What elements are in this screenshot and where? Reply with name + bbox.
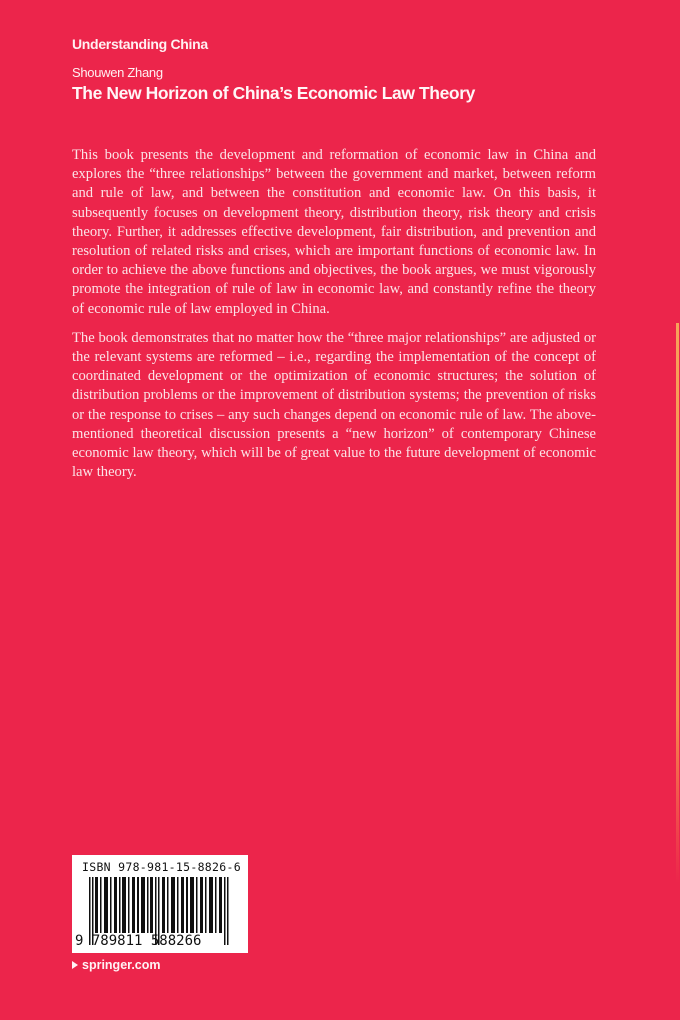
series-name: Understanding China (72, 36, 208, 52)
book-title: The New Horizon of China’s Economic Law Theory (72, 83, 475, 103)
barcode-box (72, 855, 248, 953)
blurb-paragraph: This book presents the development and reformation of economic law in China and explores the “three relationships” between the government and market, between reform and rule of law, and between the constitution and economic law. On this basis, it subsequently focuses on development theory, distribution theory, risk theory and crisis theory. Further, it addresses effective development, fair distribution, and prevention and resolution of related risks and crises, which are important functions of economic law. In order to achieve the above functions and objectives, the book argues, we must vigorously promote the integration of rule of law in economic law, and constantly refine the theory of economic rule of law employed in China. (72, 147, 596, 317)
barcode-digits: 9 789811 588266 (75, 933, 202, 949)
play-arrow-icon (72, 961, 78, 969)
blurb (72, 146, 596, 492)
spine-edge-line (676, 323, 679, 883)
blurb-paragraph: The book demonstrates that no matter how the “three major relationships” are adjusted or the relevant systems are reformed – i.e., regarding the implementation of the concept of coordinated development or the optimization of economic structures; the solution of distribution problems or the improvement of distribution systems; the prevention of risks or the response to crises – any such changes depend on economic rule of law. The above-mentioned theoretical discussion presents a “new horizon” of contemporary Chinese economic law theory, which will be of great value to the future development of economic law theory. (72, 329, 596, 481)
author-name: Shouwen Zhang (72, 65, 163, 80)
publisher-link-label: springer.com (82, 958, 161, 972)
publisher-link[interactable] (72, 958, 161, 972)
isbn-label: ISBN 978-981-15-8826-6 (82, 860, 241, 874)
